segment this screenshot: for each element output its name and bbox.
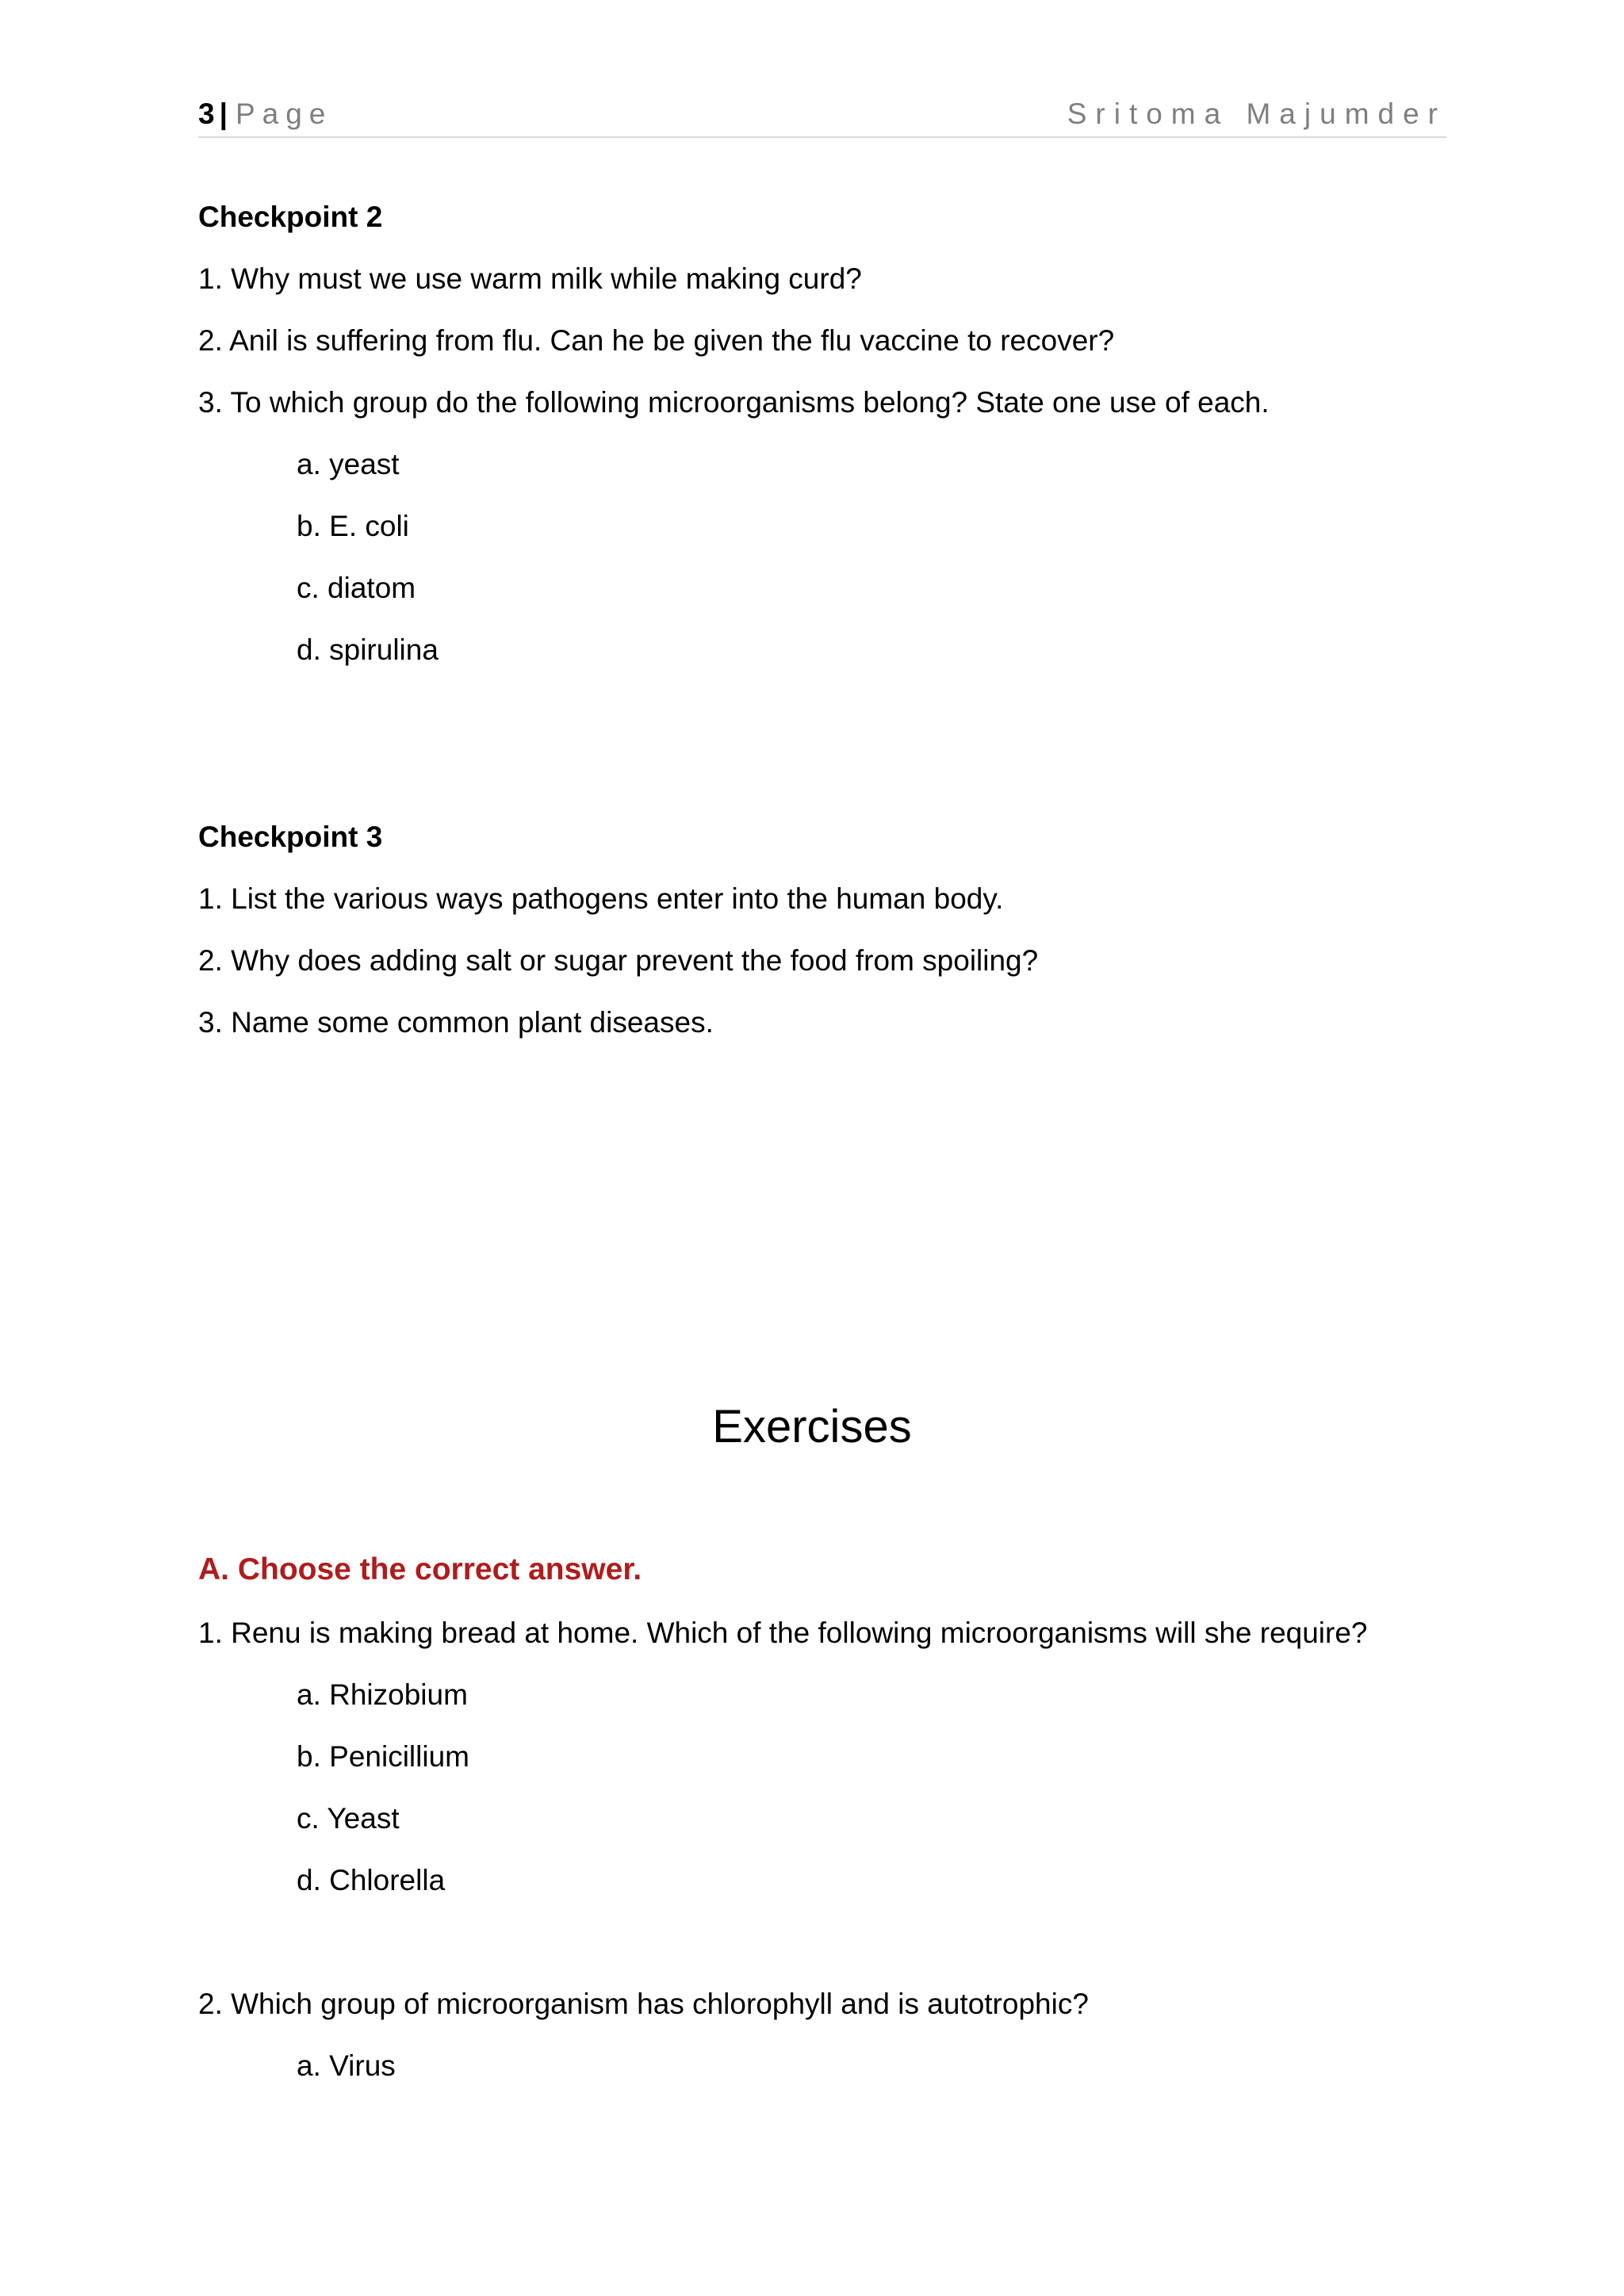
checkpoint-2-option-a: a. yeast [297,448,400,480]
checkpoint-2-question-1: 1. Why must we use warm milk while making curd? [198,262,862,295]
author-name: Sritoma Majumder [1067,98,1446,130]
exercise-question-1: 1. Renu is making bread at home. Which of the following microorganisms will she require? [198,1617,1368,1649]
checkpoint-2-question-2: 2. Anil is suffering from flu. Can he be given the flu vaccine to recover? [198,324,1115,357]
exercises-title: Exercises [712,1401,912,1452]
checkpoint-3-question-3: 3. Name some common plant diseases. [198,1006,714,1039]
page-number: 3 [198,98,215,130]
exercise-question-2: 2. Which group of microorganism has chlorophyll and is autotrophic? [198,1988,1089,2020]
exercise-1-option-d: d. Chlorella [297,1864,446,1896]
exercise-1-option-c: c. Yeast [297,1802,400,1835]
checkpoint-3-question-1: 1. List the various ways pathogens enter into the human body. [198,882,1004,915]
checkpoint-3-question-2: 2. Why does adding salt or sugar prevent the food from spoiling? [198,944,1039,977]
checkpoint-2-option-c: c. diatom [297,572,416,604]
section-a-heading: A. Choose the correct answer. [198,1552,642,1586]
exercise-1-option-a: a. Rhizobium [297,1678,468,1711]
checkpoint-2-option-d: d. spirulina [297,633,439,666]
page-label [198,97,332,132]
checkpoint-3-heading: Checkpoint 3 [198,821,383,853]
checkpoint-2-question-3: 3. To which group do the following microorganisms belong? State one use of each. [198,386,1270,419]
page-header [198,97,1446,138]
exercise-2-option-a: a. Virus [297,2049,396,2082]
checkpoint-2-heading: Checkpoint 2 [198,201,383,233]
exercise-1-option-b: b. Penicillium [297,1740,469,1773]
page-separator: | [219,98,228,130]
page-word: Page [235,98,333,130]
checkpoint-2-option-b: b. E. coli [297,510,409,542]
